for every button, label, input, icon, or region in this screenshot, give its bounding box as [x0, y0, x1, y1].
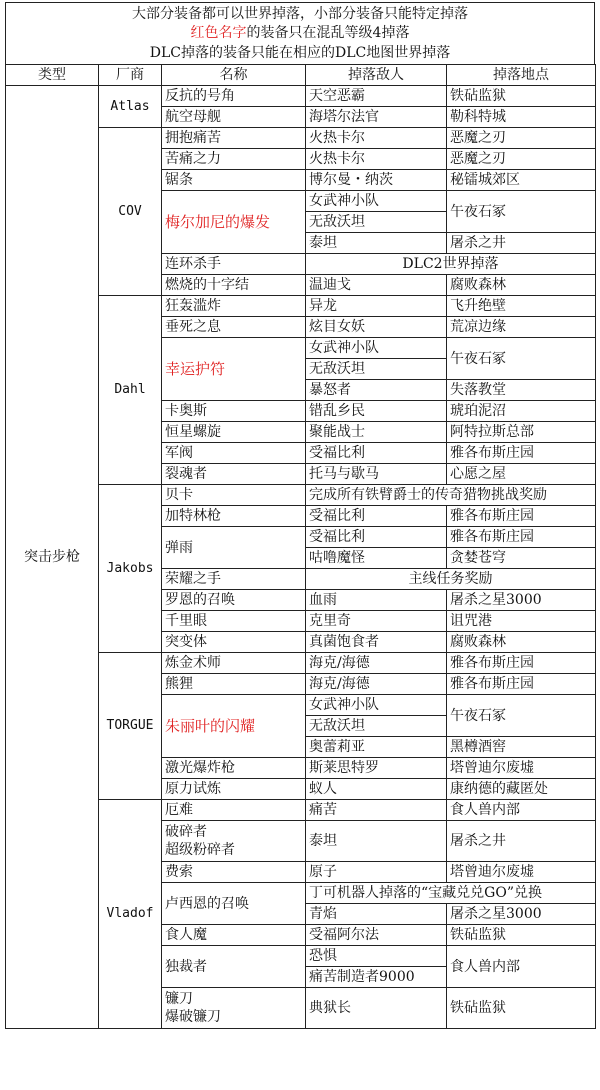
loot-sheet: [5, 2, 595, 1029]
weapon-name-red: 朱丽叶的闪耀: [162, 695, 306, 758]
brand-jakobs: Jakobs: [99, 485, 162, 653]
weapon-name: 原力试炼: [162, 779, 306, 800]
drop-location: 荒凉边缘: [447, 317, 596, 338]
weapon-name: [162, 988, 306, 1029]
drop-enemy: 无敌沃坦: [306, 359, 447, 380]
drop-location: 屠杀之井: [447, 821, 596, 862]
weapon-name: 狂轰滥炸: [162, 296, 306, 317]
notice-line-1: 大部分装备都可以世界掉落，小部分装备只能特定掉落: [132, 6, 468, 22]
weapon-name: 独裁者: [162, 946, 306, 988]
weapon-name: 费索: [162, 862, 306, 883]
drop-enemy: 痛苦: [306, 800, 447, 821]
notice-box: [5, 2, 595, 64]
drop-enemy: 痛苦制造者9000: [306, 967, 447, 988]
drop-location: 雅各布斯庄园: [447, 653, 596, 674]
drop-location: 雅各布斯庄园: [447, 527, 596, 548]
brand-dahl: Dahl: [99, 296, 162, 485]
drop-location: 琥珀泥沼: [447, 401, 596, 422]
drop-location: 屠杀之星3000: [447, 590, 596, 611]
weapon-name-line: 超级粉碎者: [165, 842, 235, 859]
drop-location: 秘镭城郊区: [447, 170, 596, 191]
drop-enemy: 火热卡尔: [306, 128, 447, 149]
drop-location: 食人兽内部: [447, 946, 596, 988]
drop-merged: 主线任务奖励: [306, 569, 596, 590]
drop-enemy: 恐惧: [306, 946, 447, 967]
drop-merged: DLC2世界掉落: [306, 254, 596, 275]
drop-location: 雅各布斯庄园: [447, 443, 596, 464]
red-name-note-rest: 的装备只在混乱等级4掉落: [246, 25, 410, 42]
drop-enemy: 克里奇: [306, 611, 447, 632]
drop-enemy: 海塔尔法官: [306, 107, 447, 128]
brand-torgue: TORGUE: [99, 653, 162, 800]
drop-location: 铁砧监狱: [447, 925, 596, 946]
weapon-name: 航空母舰: [162, 107, 306, 128]
drop-location: 阿特拉斯总部: [447, 422, 596, 443]
drop-location: 铁砧监狱: [447, 86, 596, 107]
loot-table: [5, 64, 596, 1029]
weapon-name: 苦痛之力: [162, 149, 306, 170]
weapon-name: 贝卡: [162, 485, 306, 506]
weapon-name-line: 爆破镰刀: [165, 1009, 221, 1026]
drop-enemy: 女武神小队: [306, 695, 447, 716]
drop-location: 恶魔之刃: [447, 149, 596, 170]
weapon-name: 食人魔: [162, 925, 306, 946]
drop-enemy: 青焰: [306, 904, 447, 925]
drop-enemy: 暴怒者: [306, 380, 447, 401]
drop-enemy: 无敌沃坦: [306, 212, 447, 233]
red-name-note: 红色名字: [190, 25, 247, 42]
drop-enemy: 女武神小队: [306, 191, 447, 212]
drop-enemy: 博尔曼・纳茨: [306, 170, 447, 191]
drop-location: 勒科特城: [447, 107, 596, 128]
drop-enemy: 托马与歇马: [306, 464, 447, 485]
weapon-name-line: 镰刀: [165, 991, 193, 1008]
brand-atlas: Atlas: [99, 86, 162, 128]
drop-enemy: 天空恶霸: [306, 86, 447, 107]
weapon-name: 加特林枪: [162, 506, 306, 527]
header-row: [6, 65, 596, 86]
drop-enemy: 炫目女妖: [306, 317, 447, 338]
weapon-name: 卢西恩的召唤: [162, 883, 306, 925]
weapon-name: 罗恩的召唤: [162, 590, 306, 611]
drop-location: 心愿之屋: [447, 464, 596, 485]
header-location: 掉落地点: [447, 65, 596, 86]
notice-line-2: [6, 24, 594, 43]
drop-location: 贪婪苍穹: [447, 548, 596, 569]
weapon-name: 激光爆炸枪: [162, 758, 306, 779]
drop-location: 雅各布斯庄园: [447, 506, 596, 527]
weapon-name: 熊狸: [162, 674, 306, 695]
weapon-name-line: 破碎者: [165, 824, 207, 841]
weapon-name-red: 幸运护符: [162, 338, 306, 401]
category-cell: 突击步枪: [6, 86, 99, 1029]
header-type: 类型: [6, 65, 99, 86]
drop-enemy: 原子: [306, 862, 447, 883]
drop-enemy: 异龙: [306, 296, 447, 317]
weapon-name: 弹雨: [162, 527, 306, 569]
drop-enemy: 无敌沃坦: [306, 716, 447, 737]
drop-enemy: 受福比利: [306, 527, 447, 548]
drop-enemy: 蚁人: [306, 779, 447, 800]
drop-enemy: 受福比利: [306, 443, 447, 464]
drop-enemy: 咕噜魔怪: [306, 548, 447, 569]
weapon-name-red: 梅尔加尼的爆发: [162, 191, 306, 254]
drop-location: 雅各布斯庄园: [447, 674, 596, 695]
drop-location: 塔曾迪尔废墟: [447, 758, 596, 779]
table-row: [6, 86, 596, 107]
drop-enemy: 真菌饱食者: [306, 632, 447, 653]
drop-enemy: 受福比利: [306, 506, 447, 527]
drop-location: 诅咒港: [447, 611, 596, 632]
drop-location: 铁砧监狱: [447, 988, 596, 1029]
drop-location: 屠杀之井: [447, 233, 596, 254]
drop-enemy: 聚能战士: [306, 422, 447, 443]
weapon-name: 千里眼: [162, 611, 306, 632]
drop-location: 康纳德的藏匿处: [447, 779, 596, 800]
weapon-name: 荣耀之手: [162, 569, 306, 590]
drop-location: 腐败森林: [447, 275, 596, 296]
weapon-name: 军阀: [162, 443, 306, 464]
drop-location: 午夜石冢: [447, 338, 596, 380]
header-enemy: 掉落敌人: [306, 65, 447, 86]
header-name: 名称: [162, 65, 306, 86]
drop-location: 午夜石冢: [447, 191, 596, 233]
drop-merged: 完成所有铁臂爵士的传奇猎物挑战奖励: [306, 485, 596, 506]
drop-enemy: 女武神小队: [306, 338, 447, 359]
weapon-name: 燃烧的十字结: [162, 275, 306, 296]
brand-cov: COV: [99, 128, 162, 296]
drop-location: 食人兽内部: [447, 800, 596, 821]
weapon-name: 拥抱痛苦: [162, 128, 306, 149]
drop-location: 飞升绝壁: [447, 296, 596, 317]
header-brand: 厂商: [99, 65, 162, 86]
drop-merged: 丁可机器人掉落的“宝藏兑兑GO”兑换: [306, 883, 596, 904]
drop-enemy: 错乱乡民: [306, 401, 447, 422]
drop-enemy: 火热卡尔: [306, 149, 447, 170]
weapon-name: 裂魂者: [162, 464, 306, 485]
drop-enemy: 海克/海德: [306, 653, 447, 674]
drop-location: 塔曾迪尔废墟: [447, 862, 596, 883]
weapon-name: 突变体: [162, 632, 306, 653]
drop-enemy: 典狱长: [306, 988, 447, 1029]
weapon-name: 恒星螺旋: [162, 422, 306, 443]
drop-enemy: 泰坦: [306, 821, 447, 862]
drop-location: 恶魔之刃: [447, 128, 596, 149]
drop-enemy: 斯莱思特罗: [306, 758, 447, 779]
drop-location: 黑樽酒窖: [447, 737, 596, 758]
weapon-name: [162, 821, 306, 862]
drop-location: 午夜石冢: [447, 695, 596, 737]
brand-vladof: Vladof: [99, 800, 162, 1029]
weapon-name: 反抗的号角: [162, 86, 306, 107]
drop-location: 屠杀之星3000: [447, 904, 596, 925]
weapon-name: 炼金术师: [162, 653, 306, 674]
drop-enemy: 温迪戈: [306, 275, 447, 296]
weapon-name: 垂死之息: [162, 317, 306, 338]
drop-enemy: 血雨: [306, 590, 447, 611]
weapon-name: 厄难: [162, 800, 306, 821]
notice-line-3: DLC掉落的装备只能在相应的DLC地图世界掉落: [149, 44, 451, 61]
drop-location: 腐败森林: [447, 632, 596, 653]
drop-enemy: 海克/海德: [306, 674, 447, 695]
drop-location: 失落教堂: [447, 380, 596, 401]
weapon-name: 锯条: [162, 170, 306, 191]
drop-enemy: 泰坦: [306, 233, 447, 254]
drop-enemy: 奥蕾莉亚: [306, 737, 447, 758]
weapon-name: 连环杀手: [162, 254, 306, 275]
drop-enemy: 受福阿尔法: [306, 925, 447, 946]
weapon-name: 卡奥斯: [162, 401, 306, 422]
